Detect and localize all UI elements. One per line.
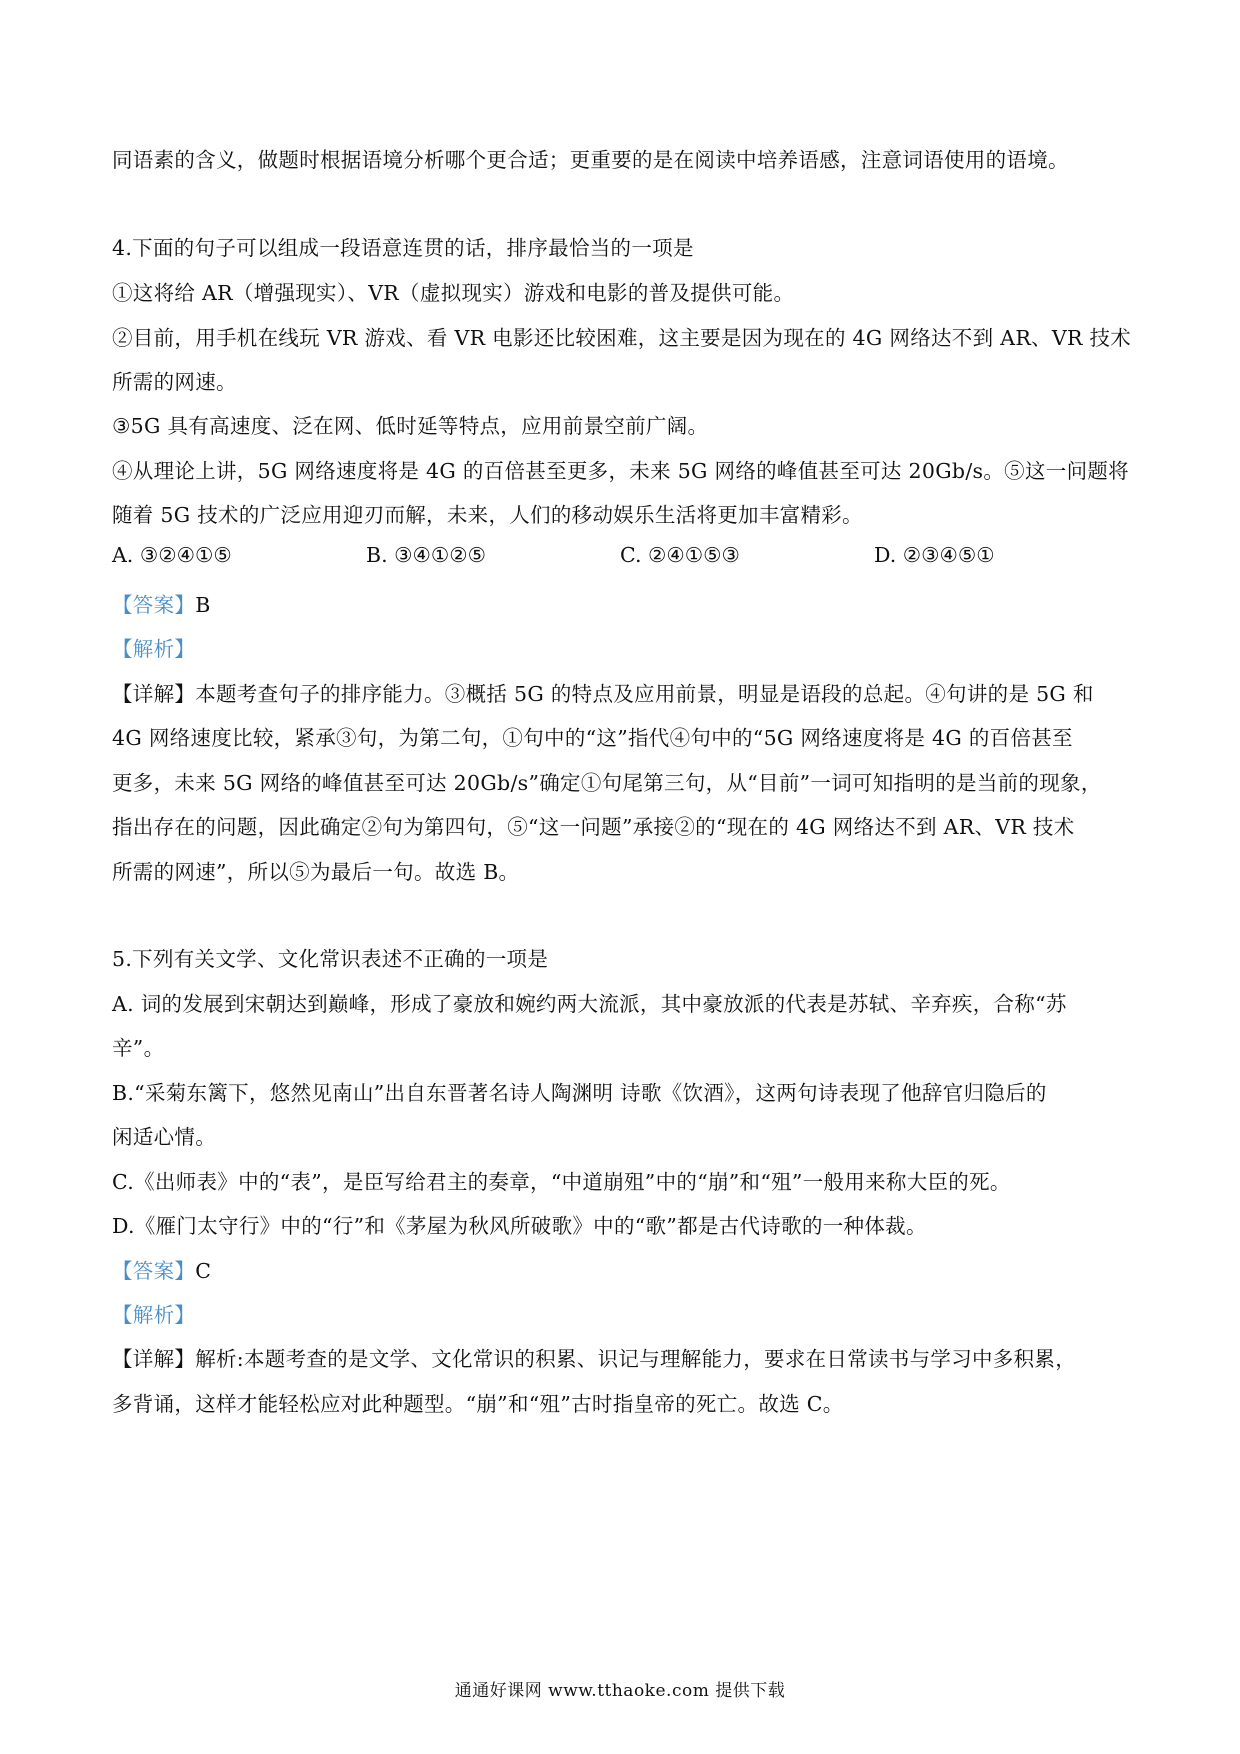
q5-option-a-2: 辛”。 bbox=[112, 1036, 165, 1060]
q5-analysis-tag: 【解析】 bbox=[112, 1303, 196, 1327]
q5-answer-tag: 【答案】 bbox=[112, 1259, 196, 1283]
q4-sentence-1: ①这将给 AR（增强现实）、VR（虚拟现实）游戏和电影的普及提供可能。 bbox=[112, 281, 795, 305]
q4-detail-tag: 【详解】 bbox=[112, 682, 196, 706]
q4-option-a: A. ③②④①⑤ bbox=[112, 543, 232, 567]
q4-option-d: D. ②③④⑤① bbox=[874, 543, 995, 567]
q4-sentence-2b: 所需的网速。 bbox=[112, 370, 237, 394]
q4-detail-1 bbox=[112, 677, 1094, 707]
q5-option-b-2: 闲适心情。 bbox=[112, 1125, 216, 1149]
q4-analysis-tag: 【解析】 bbox=[112, 637, 196, 661]
q4-answer-value: B bbox=[195, 593, 211, 617]
q4-stem: 4.下面的句子可以组成一段语意连贯的话，排序最恰当的一项是 bbox=[112, 236, 694, 260]
q5-analysis bbox=[112, 1298, 195, 1328]
q5-option-a-1: A. 词的发展到宋朝达到巅峰，形成了豪放和婉约两大流派，其中豪放派的代表是苏轼、辛弃疾，合称“苏 bbox=[112, 992, 1067, 1016]
q5-answer bbox=[112, 1254, 211, 1284]
q5-detail-tag: 【详解】 bbox=[112, 1347, 196, 1371]
q5-stem: 5.下列有关文学、文化常识表述不正确的一项是 bbox=[112, 947, 549, 971]
q5-option-d: D.《雁门太守行》中的“行”和《茅屋为秋风所破歌》中的“歌”都是古代诗歌的一种体裁。 bbox=[112, 1214, 927, 1238]
q5-detail-2: 多背诵，这样才能轻松应对此种题型。“崩”和“殂”古时指皇帝的死亡。故选 C。 bbox=[112, 1392, 844, 1416]
q4-sentence-4a: ④从理论上讲，5G 网络速度将是 4G 的百倍甚至更多，未来 5G 网络的峰值甚至可达 20Gb/s。⑤这一问题将 bbox=[112, 459, 1129, 483]
q4-detail-text-1: 本题考查句子的排序能力。③概括 5G 的特点及应用前景，明显是语段的总起。④句讲的是 5G 和 bbox=[195, 682, 1094, 706]
q4-sentence-2a: ②目前，用手机在线玩 VR 游戏、看 VR 电影还比较困难，这主要是因为现在的 4G 网络达不到 AR、VR 技术 bbox=[112, 326, 1132, 350]
q5-option-c: C.《出师表》中的“表”，是臣写给君主的奏章，“中道崩殂”中的“崩”和“殂”一般用来称大臣的死。 bbox=[112, 1170, 1011, 1194]
q4-answer bbox=[112, 588, 211, 618]
q4-sentence-4b: 随着 5G 技术的广泛应用迎刃而解，未来，人们的移动娱乐生活将更加丰富精彩。 bbox=[112, 503, 863, 527]
q4-detail-3: 更多，未来 5G 网络的峰值甚至可达 20Gb/s”确定①句尾第三句，从“目前”一词可知指明的是当前的现象， bbox=[112, 771, 1102, 795]
q5-answer-value: C bbox=[195, 1259, 212, 1283]
q5-option-b-1: B.“采菊东篱下，悠然见南山”出自东晋著名诗人陶渊明 诗歌《饮酒》，这两句诗表现了他辞官归隐后的 bbox=[112, 1081, 1047, 1105]
q4-detail-4: 指出存在的问题，因此确定②句为第四句，⑤“这一问题”承接②的“现在的 4G 网络达不到 AR、VR 技术 bbox=[112, 815, 1075, 839]
q4-detail-5: 所需的网速”，所以⑤为最后一句。故选 B。 bbox=[112, 860, 520, 884]
q4-analysis bbox=[112, 632, 195, 662]
q4-answer-tag: 【答案】 bbox=[112, 593, 196, 617]
q4-detail-2: 4G 网络速度比较，紧承③句，为第二句，①句中的“这”指代④句中的“5G 网络速度将是 4G 的百倍甚至 bbox=[112, 726, 1073, 750]
q5-detail-text-1: 解析:本题考查的是文学、文化常识的积累、识记与理解能力，要求在日常读书与学习中多积累， bbox=[195, 1347, 1077, 1371]
q4-option-b: B. ③④①②⑤ bbox=[366, 543, 486, 567]
intro-line: 同语素的含义，做题时根据语境分析哪个更合适；更重要的是在阅读中培养语感，注意词语使用的语境。 bbox=[112, 148, 1069, 172]
q4-sentence-3: ③5G 具有高速度、泛在网、低时延等特点，应用前景空前广阔。 bbox=[112, 414, 709, 438]
q4-option-c: C. ②④①⑤③ bbox=[620, 543, 740, 567]
q5-detail-1 bbox=[112, 1342, 1076, 1372]
page-footer: 通通好课网 www.tthaoke.com 提供下载 bbox=[454, 1681, 786, 1701]
